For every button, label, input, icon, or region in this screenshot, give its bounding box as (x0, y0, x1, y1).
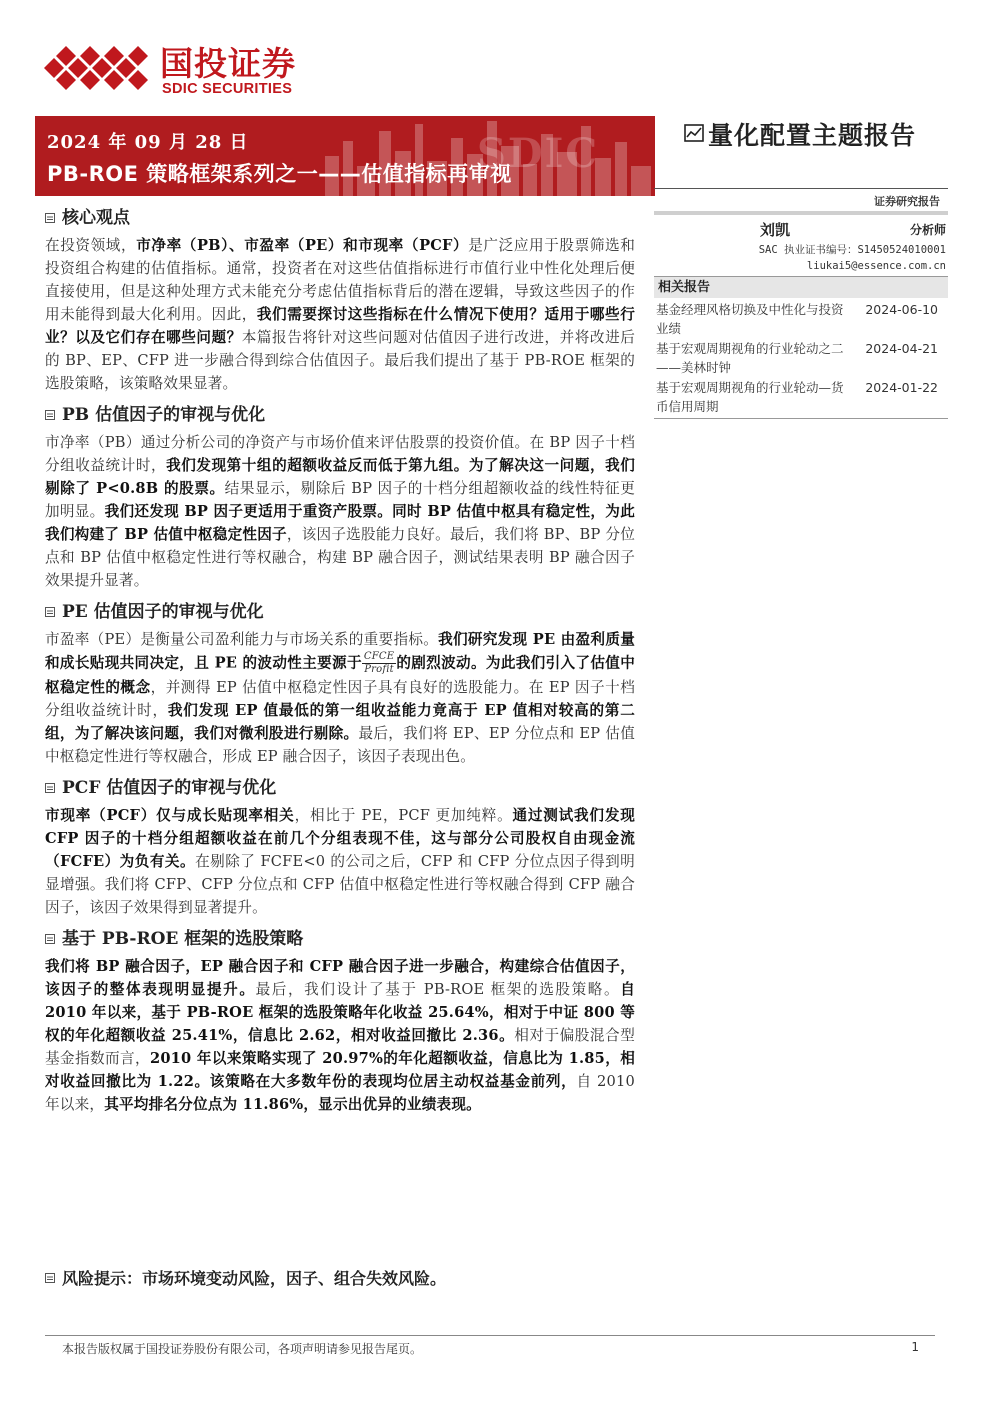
footer-disclaimer: 本报告版权属于国投证券股份有限公司，各项声明请参见报告尾页。 (62, 1342, 423, 1356)
related-reports-heading: 相关报告 (654, 276, 948, 298)
section-pe (45, 598, 635, 768)
risk-warning (45, 1266, 446, 1289)
body-text: 本篇报告将针对这些问题对估值因子进行改进，并将改进后的 BP、EP、CFP 进一步融合得到综合估值因子。最后我们提出了基于 PB-ROE 框架的选股策略，该策略效果显著。 (45, 329, 635, 392)
emphasis-text: 我们将 BP 融合因子，EP 融合因子和 CFP 融合因子进一步融合，构建综合估值因子，该因子的整体表现明显提升。 (45, 958, 635, 998)
fraction-denominator: Profit (364, 664, 394, 675)
section-paragraph (45, 628, 635, 768)
body-text: 是广泛应用于股票筛选和投资组合构建的估值指标。通常，投资者在对这些估值指标进行市值行业中性化处理后便直接使用，但是这种处理方式未能充分考虑估值指标背后的潜在逻辑，导致这些因子的作用未能得到最大化利用。因此， (45, 237, 636, 323)
section-marker-icon (45, 783, 55, 793)
logo-mark-icon (44, 44, 154, 94)
emphasis-text: 2010 年以来策略实现了 20.97%的年化超额收益，信息比为 1.85，相对收益回撤比为 1.22。该策略在大多数年份的表现均位居主动权益基金前列， (45, 1050, 635, 1090)
section-marker-icon (45, 213, 55, 223)
related-report-date: 2024-04-21 (865, 341, 938, 356)
emphasis-text: 我们研究发现 PE 由盈利质量和成长贴现共同决定，且 PE 的波动性主要源于 (45, 631, 636, 672)
main-content (45, 200, 635, 1122)
fraction-numerator: CFCE (363, 651, 395, 662)
section-paragraph (45, 234, 635, 395)
risk-warning-text: 风险提示：市场环境变动风险，因子、组合失效风险。 (62, 1269, 447, 1288)
section-heading (45, 401, 635, 429)
body-text: 市盈率（PE）是衡量公司盈利能力与市场关系的重要指标。 (45, 631, 439, 648)
section-marker-icon (45, 934, 55, 944)
body-text: 自 2010 年以来， (45, 1073, 635, 1113)
emphasis-text: 自 2010 年以来，基于 PB-ROE 框架的选股策略年化收益 25.64%，相对于中证 800 等权的年化超额收益 25.41%，信息比 2.62，相对收益回撤比 2.36。 (45, 981, 635, 1044)
emphasis-text: 市现率（PCF）仅与成长贴现率相关 (45, 807, 295, 824)
related-report-title[interactable]: 基于宏观周期视角的行业轮动之二——美林时钟 (656, 341, 844, 375)
emphasis-text: 我们还发现 BP 因子更适用于重资产股票。同时 BP 估值中枢具有稳定性，为此我们构建了 BP 估值中枢稳定性因子 (45, 503, 635, 543)
related-report-item[interactable] (656, 378, 946, 417)
section-marker-icon (45, 607, 55, 617)
section-heading-text: 基于 PB-ROE 框架的选股策略 (62, 929, 304, 949)
body-text: 最后，我们将 EP、EP 分位点和 EP 估值中枢稳定性进行等权融合，形成 EP 融合因子，该因子表现出色。 (45, 725, 635, 765)
section-paragraph (45, 431, 635, 592)
section-paragraph (45, 804, 635, 919)
section-pb (45, 401, 635, 592)
report-type-label: 量化配置主题报告 (708, 121, 917, 150)
section-pcf (45, 774, 635, 919)
related-report-date: 2024-01-22 (865, 380, 938, 395)
brand-name-en: SDIC SECURITIES (162, 81, 293, 97)
analyst-cert: SAC 执业证书编号：S1450524010001 (758, 244, 946, 256)
body-text: 市净率（PB）通过分析公司的净资产与市场价值来评估股票的投资价值。在 BP 因子十档分组收益统计时， (45, 434, 635, 474)
brand-name-cn: 国投证券 (160, 44, 296, 83)
page-number: 1 (911, 1340, 919, 1354)
company-logo (44, 44, 314, 96)
divider (654, 211, 948, 215)
report-title: PB-ROE 策略框架系列之一——估值指标再审视 (47, 162, 512, 186)
report-date: 2024 年 09 月 28 日 (47, 132, 249, 153)
section-heading (45, 204, 635, 232)
report-type-heading (684, 116, 916, 152)
related-reports-list (656, 300, 946, 417)
analyst-email[interactable]: liukai5@essence.com.cn (806, 260, 946, 272)
body-text: ，并测得 EP 估值中枢稳定性因子具有良好的选股能力。在 EP 因子十档分组收益统计时， (45, 679, 635, 719)
doc-kind: 证券研究报告 (874, 195, 940, 208)
title-banner (35, 116, 655, 196)
emphasis-text: 我们发现第十组的超额收益反而低于第九组。为了解决这一问题，我们剔除了 P<0.8B 的股票。 (45, 457, 636, 497)
section-pb-roe-strategy (45, 925, 635, 1116)
section-heading-text: PCF 估值因子的审视与优化 (62, 778, 277, 798)
formula-fraction (362, 651, 396, 676)
divider (654, 418, 948, 419)
banner-watermark: SDIC (477, 130, 600, 177)
section-heading (45, 774, 635, 802)
analyst-role: 分析师 (909, 223, 946, 237)
body-text: 最后，我们设计了基于 PB-ROE 框架的选股策略。 (255, 981, 621, 998)
section-marker-icon (45, 410, 55, 420)
section-heading (45, 598, 635, 626)
emphasis-text: 的剧烈波动。为此我们引入了估值中枢稳定性的概念 (45, 654, 635, 696)
section-heading-text: PB 估值因子的审视与优化 (62, 405, 266, 425)
emphasis-text: 市净率（PB）、市盈率（PE）和市现率（PCF） (136, 237, 469, 254)
emphasis-text: 其平均排名分位点为 11.86%，显示出优异的业绩表现。 (104, 1096, 481, 1113)
body-text: 在剔除了 FCFE<0 的公司之后，CFP 和 CFP 分位点因子得到明显增强。我们将 CFP、CFP 分位点和 CFP 估值中枢稳定性进行等权融合得到 CFP 融合因子，该因子效果得到显著提升。 (45, 853, 635, 916)
related-report-title[interactable]: 基金经理风格切换及中性化与投资业绩 (656, 302, 844, 336)
emphasis-text: 我们发现 EP 值最低的第一组收益能力竟高于 EP 值相对较高的第二组，为了解决该问题，我们对微利股进行剔除。 (45, 702, 635, 742)
section-core-views (45, 204, 635, 395)
related-report-title[interactable]: 基于宏观周期视角的行业轮动—货币信用周期 (656, 380, 844, 414)
section-heading-text: 核心观点 (62, 208, 130, 228)
related-report-date: 2024-06-10 (865, 302, 938, 317)
body-text: ，该因子选股能力良好。最后，我们将 BP、BP 分位点和 BP 估值中枢稳定性进行等权融合，构建 BP 融合因子，测试结果表明 BP 融合因子效果提升显著。 (45, 526, 635, 589)
body-text: ，相比于 PE，PCF 更加纯粹。 (294, 807, 513, 824)
analyst-name: 刘凯 (760, 221, 791, 239)
section-heading-text: PE 估值因子的审视与优化 (62, 602, 264, 622)
emphasis-text: 通过测试我们发现 CFP 因子的十档分组超额收益在前几个分组表现不佳，这与部分公司股权自由现金流（FCFE）为负有关。 (45, 807, 636, 870)
emphasis-text: 我们需要探讨这些指标在什么情况下使用？适用于哪些行业？以及它们存在哪些问题？ (45, 306, 635, 346)
related-report-item[interactable] (656, 300, 946, 339)
divider (45, 1335, 935, 1336)
related-report-item[interactable] (656, 339, 946, 378)
divider (654, 188, 948, 189)
body-text: 在投资领域， (45, 237, 137, 254)
section-paragraph (45, 955, 635, 1116)
section-heading (45, 925, 635, 953)
body-text: 结果显示，剔除后 BP 因子的十档分组超额收益的线性特征更加明显。 (45, 480, 636, 520)
section-marker-icon (45, 1273, 55, 1283)
body-text: 相对于偏股混合型基金指数而言， (45, 1027, 635, 1067)
